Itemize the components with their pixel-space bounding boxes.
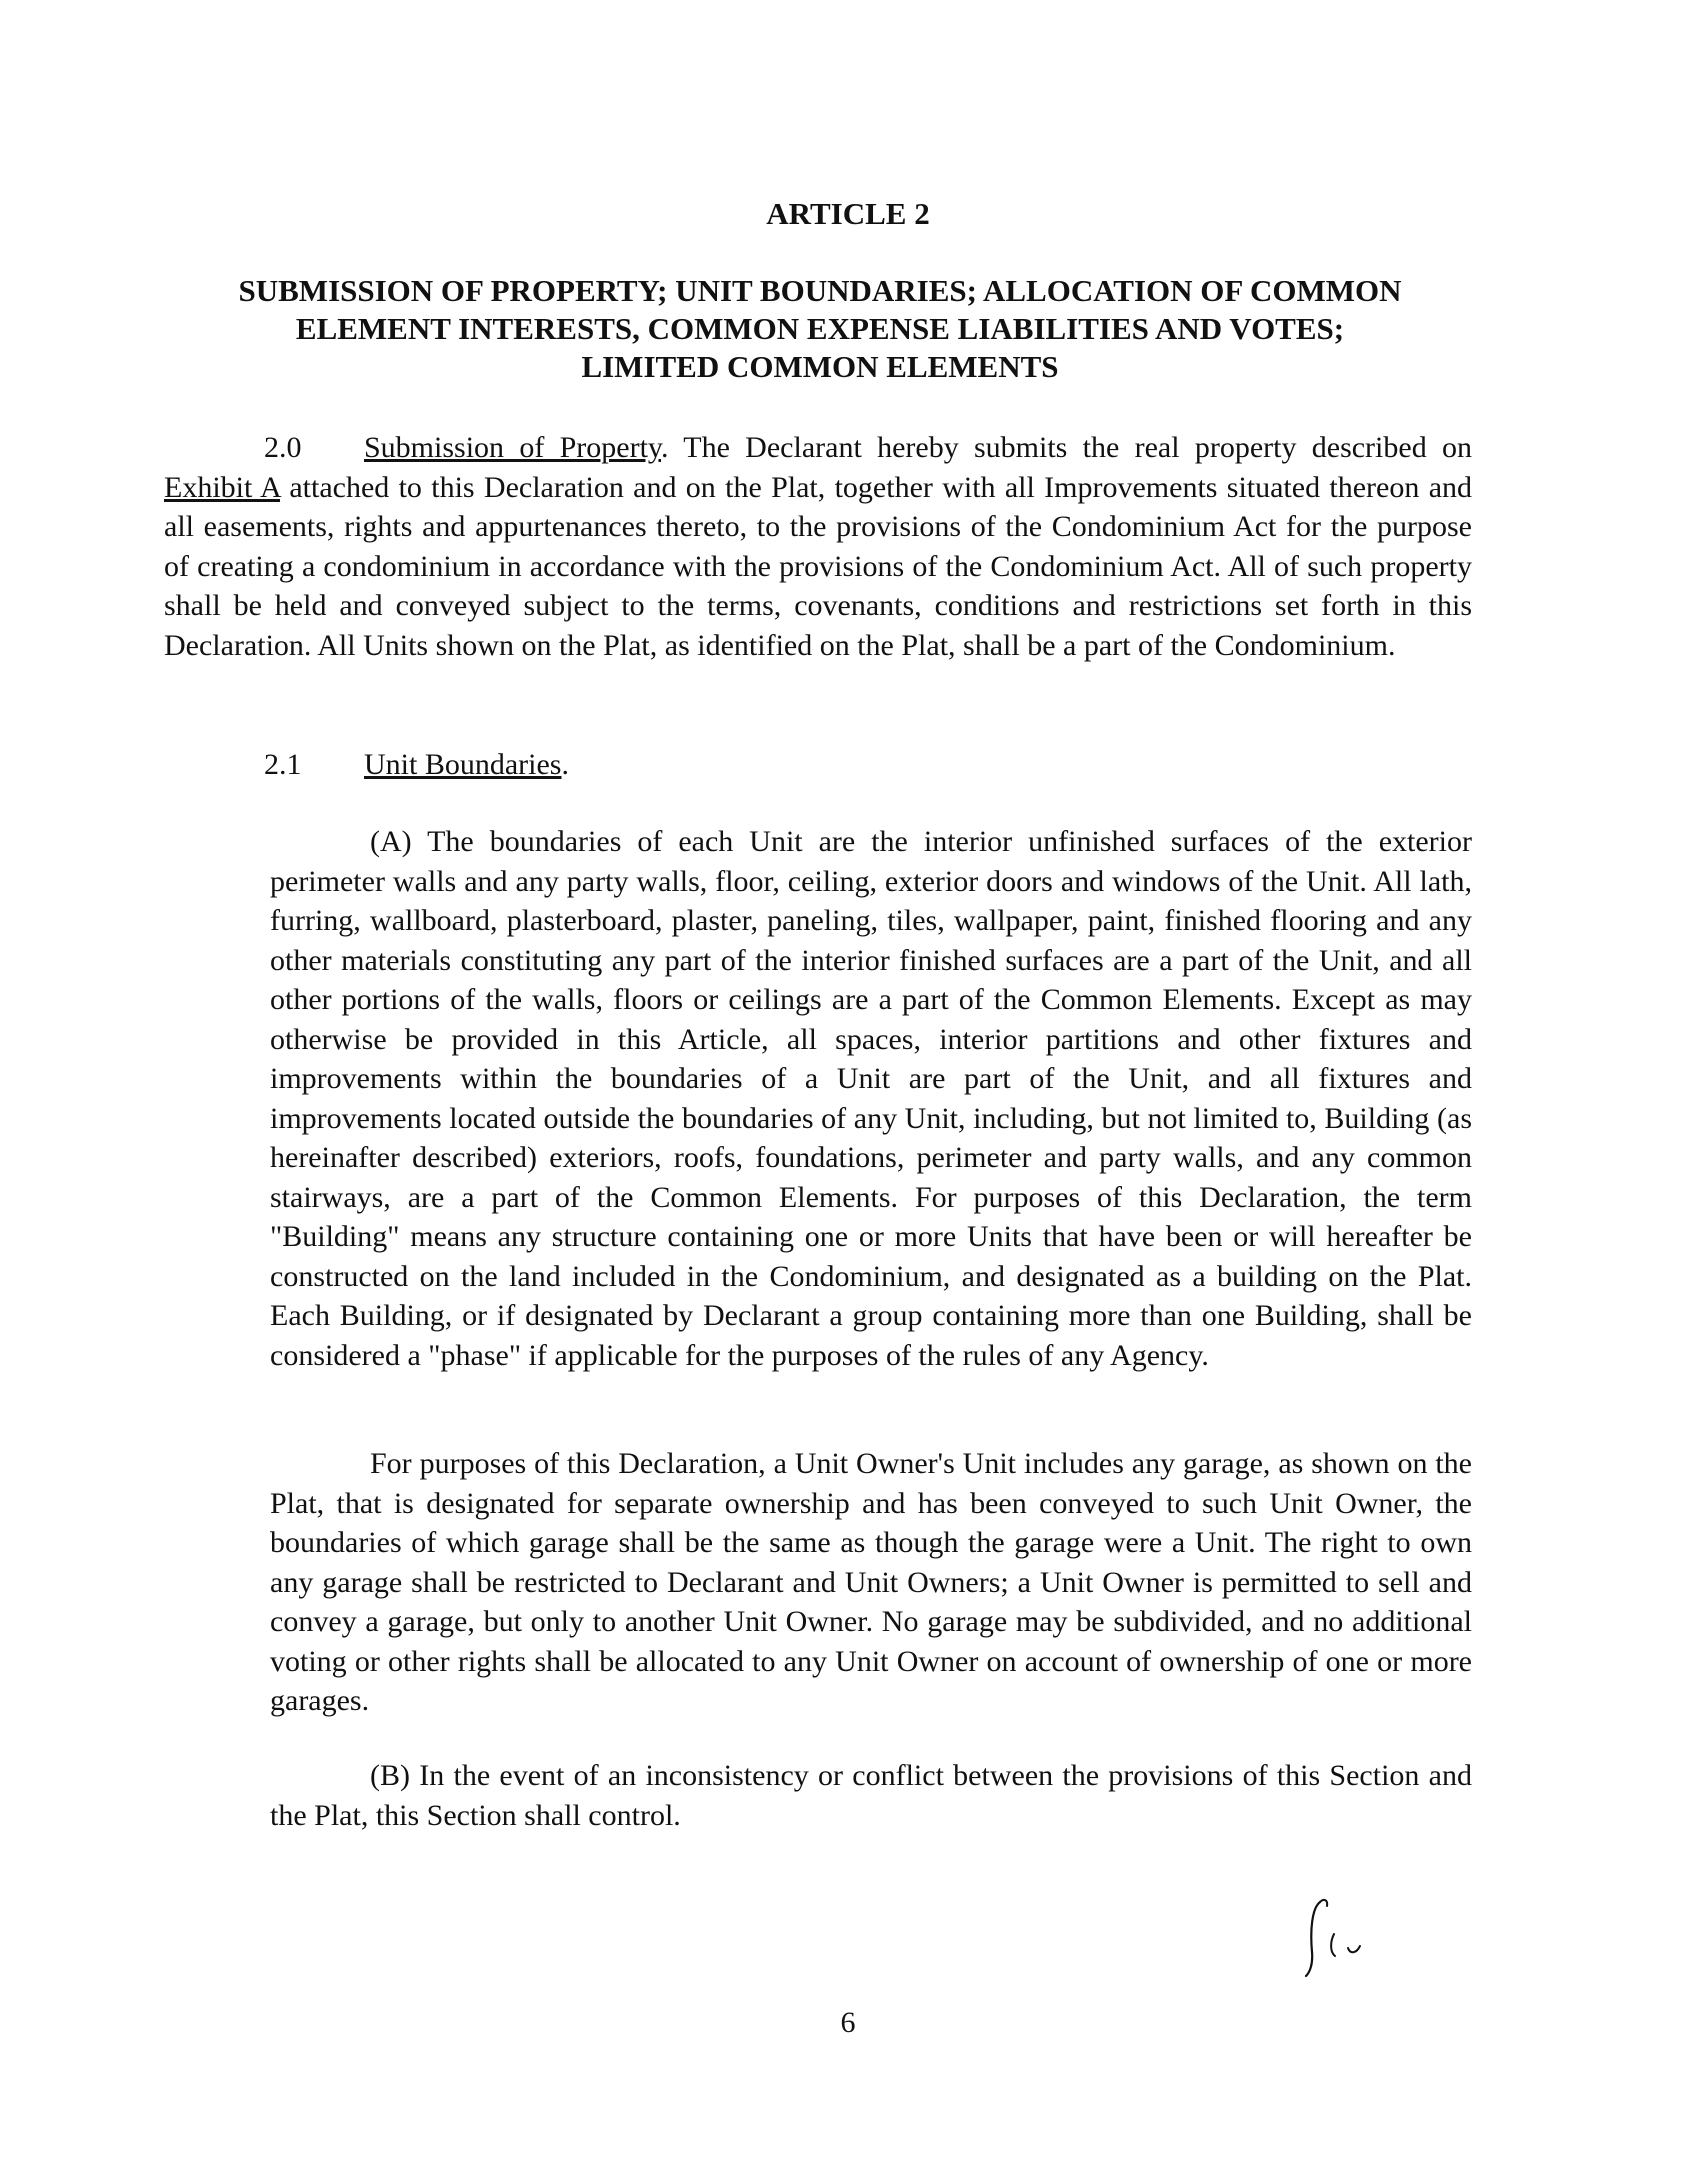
section-2-0-text-a: . The Declarant hereby submits the real property described on <box>661 431 1472 464</box>
initials-signature <box>1290 1890 1390 1980</box>
article-title <box>160 272 1480 386</box>
garage-paragraph-text: For purposes of this Declaration, a Unit Owner's Unit includes any garage, as shown on the Plat, that is designated for separate ownership and has been conveyed to such Unit Owner, the boundaries of which garage shall be the same as though the garage were a Unit. The right to own any garage shall be restricted to Declarant and Unit Owners; a Unit Owner is permitted to sell and convey a garage, but only to another Unit Owner. No garage may be subdivided, and no additional voting or other rights shall be allocated to any Unit Owner on account of ownership of one or more garages. <box>270 1447 1472 1717</box>
section-2-1-heading: Unit Boundaries <box>364 748 562 781</box>
article-title-line-2: ELEMENT INTERESTS, COMMON EXPENSE LIABILITIES AND VOTES; <box>295 311 1345 346</box>
section-2-1-number: 2.1 <box>264 748 302 781</box>
article-title-line-3: LIMITED COMMON ELEMENTS <box>581 349 1059 384</box>
section-2-1-heading-line <box>164 745 1472 785</box>
section-2-0-heading: Submission of Property <box>364 431 661 464</box>
subsection-b <box>270 1756 1472 1835</box>
section-2-1-heading-period: . <box>561 748 569 781</box>
article-number: ARTICLE 2 <box>766 196 930 231</box>
section-2-0-text-b: attached to this Declaration and on the Plat, together with all Improvements situated thereon and all easements, rights and appurtenances thereto, to the provisions of the Condominium Act for the purpose of creating a condominium in accordance with the provisions of the Condominium Act. All of such property shall be held and conveyed subject to the terms, covenants, conditions and restrictions set forth in this Declaration. All Units shown on the Plat, as identified on the Plat, shall be a part of the Condominium. <box>164 470 1473 662</box>
page-number: 6 <box>840 2006 856 2039</box>
exhibit-a-reference: Exhibit A <box>164 470 281 504</box>
subsection-a <box>270 822 1472 1375</box>
garage-paragraph <box>270 1444 1472 1721</box>
subsection-b-text: (B) In the event of an inconsistency or conflict between the provisions of this Section and the Plat, this Section shall control. <box>270 1759 1472 1832</box>
section-2-0 <box>164 428 1472 665</box>
section-2-0-number: 2.0 <box>264 431 302 464</box>
article-title-line-1: SUBMISSION OF PROPERTY; UNIT BOUNDARIES; ALLOCATION OF COMMON <box>238 273 1402 308</box>
subsection-a-text: (A) The boundaries of each Unit are the interior unfinished surfaces of the exterior perimeter walls and any party walls, floor, ceiling, exterior doors and windows of the Unit. All lath, furring, wallboard, plasterboard, plaster, paneling, tiles, wallpaper, paint, finished flooring and any other materials constituting any part of the interior finished surfaces are a part of the Unit, and all other portions of the walls, floors or ceilings are a part of the Common Elements. Except as may otherwise be provided in this Article, all spaces, interior partitions and other fixtures and improvements within the boundaries of a Unit are part of the Unit, and all fixtures and improvements located outside the boundaries of any Unit, including, but not limited to, Building (as hereinafter described) exteriors, roofs, foundations, perimeter and party walls, and any common stairways, are a part of the Common Elements. For purposes of this Declaration, the term "Building" means any structure containing one or more Units that have been or will hereafter be constructed on the land included in the Condominium, and designated as a building on the Plat. Each Building, or if designated by Declarant a group containing more than one Building, shall be considered a "phase" if applicable for the purposes of the rules of any Agency. <box>270 825 1472 1372</box>
